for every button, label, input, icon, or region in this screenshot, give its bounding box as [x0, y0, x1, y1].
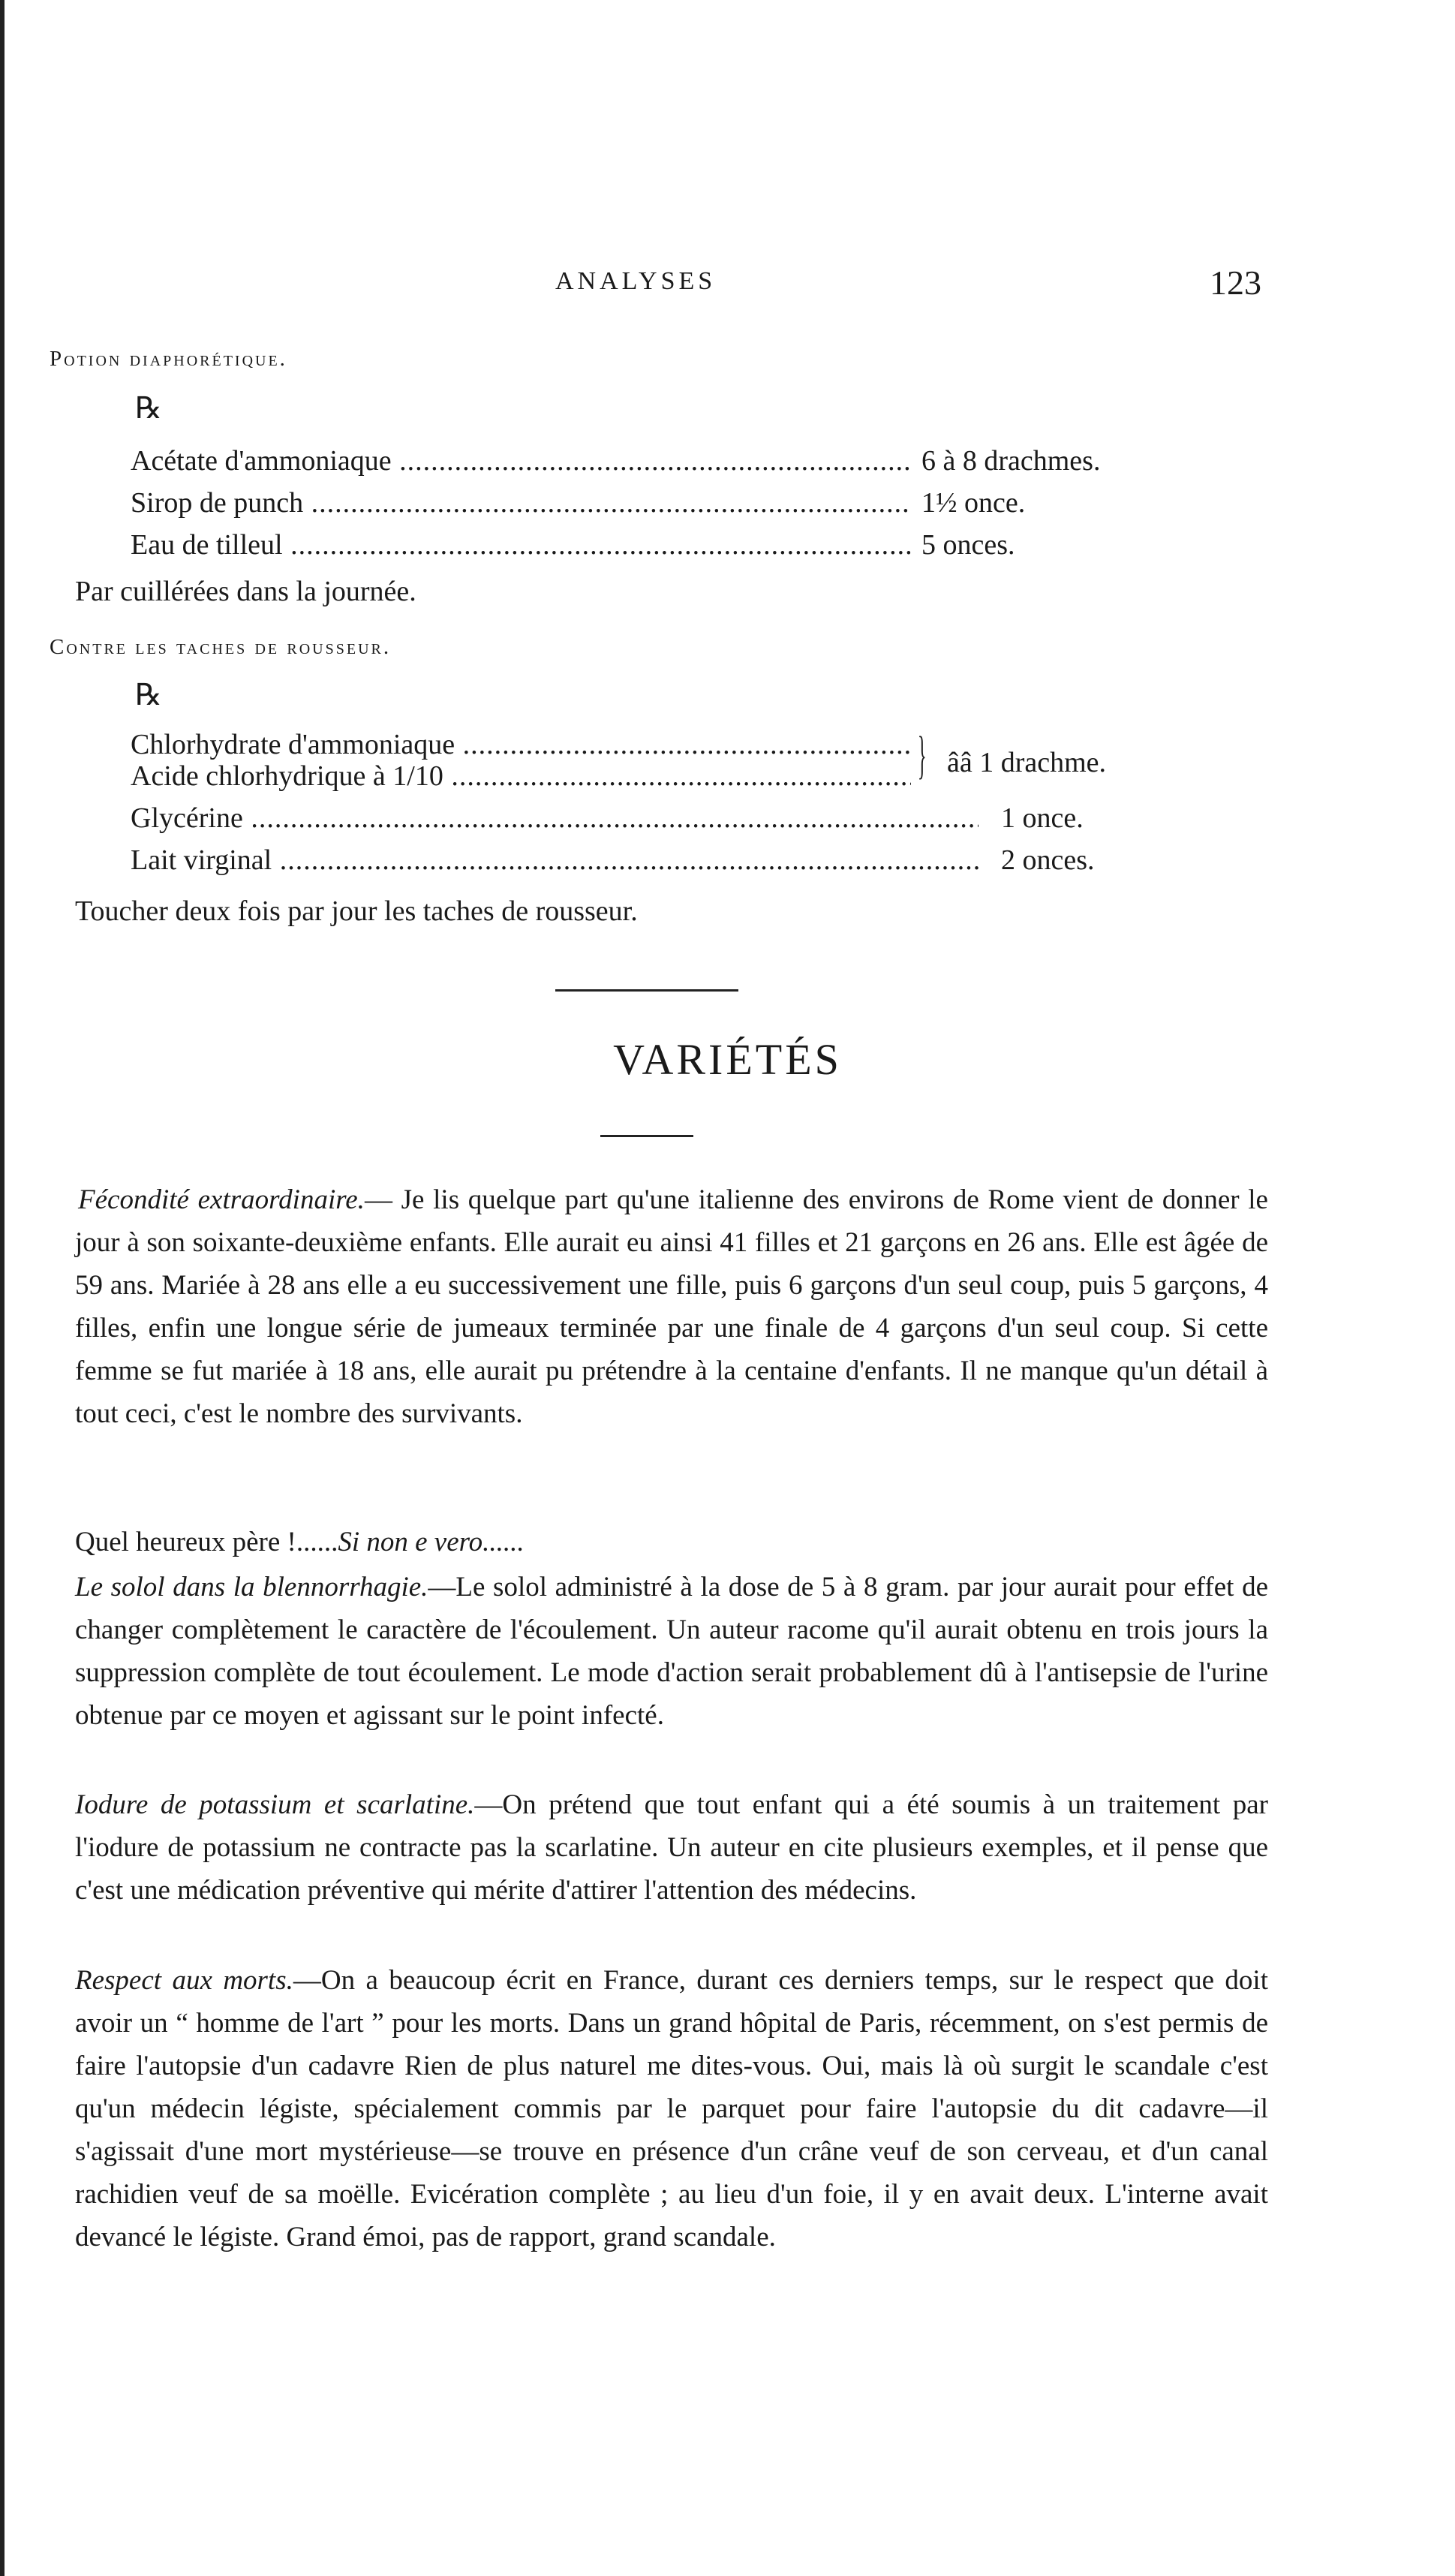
running-head: ANALYSES — [555, 267, 717, 295]
article-title: Iodure de potassium et scarlatine. — [75, 1789, 475, 1820]
recipe-ingredient: Glycérine ..... — [131, 802, 979, 835]
recipe-quantity: 6 à 8 drachmes. — [921, 445, 1101, 477]
recipe-instruction: Par cuillérées dans la journée. — [75, 576, 416, 607]
variete-article — [75, 1783, 1268, 1912]
article-body: —On prétend que tout enfant qui a été soumis à un traitement par l'iodure de potassium ne contracte pas la scarlatine. Un auteur en cite plusieurs exemples, et il pense que c'est une médication préventive qui mérite d'attirer l'attention des médecins. — [75, 1789, 1268, 1906]
recipe-ingredient: Acide chlorhydrique à 1/10 ..... — [131, 760, 911, 793]
article-italic-quote: Si non e vero...... — [338, 1527, 525, 1557]
recipe-heading-potion: Potion diaphorétique. — [50, 347, 287, 371]
recipe-quantity: ââ 1 drachme. — [947, 747, 1107, 778]
article-title: Respect aux morts. — [75, 1965, 293, 1996]
recipe-ingredient: Chlorhydrate d'ammoniaque ..... — [131, 728, 911, 761]
recipe-instruction: Toucher deux fois par jour les taches de rousseur. — [75, 895, 638, 927]
recipe-ingredient: Lait virginal ..... — [131, 844, 979, 877]
variete-article — [75, 1521, 1268, 1563]
article-body: — Je lis quelque part qu'une italienne des environs de Rome vient de donner le jour à son soixante-deuxième enfants. Elle aurait eu ainsi 41 filles et 21 garçons en 26 ans. Elle est âgée de 59 ans. Mariée à 28 ans elle a eu successivement une fille, puis 6 garçons d'un seul coup, puis 5 garçons, 4 filles, enfin une longue série de jumeaux terminée par une finale de 4 garçons d'un seul coup. Si cette femme se fut mariée à 18 ans, elle aurait pu prétendre à la centaine d'enfants. Il ne manque qu'un détail à tout ceci, c'est le nombre des survivants. — [75, 1184, 1268, 1429]
recipe-symbol: ℞ — [135, 678, 162, 712]
recipe-quantity: 1½ once. — [921, 487, 1026, 519]
section-title: VARIÉTÉS — [613, 1035, 842, 1084]
variete-article — [75, 1566, 1268, 1737]
recipe-ingredient: Acétate d'ammoniaque ..... — [131, 444, 911, 477]
article-title: Le solol dans la blennorrhagie. — [75, 1572, 428, 1602]
page-header — [0, 263, 1455, 312]
article-body: —On a beaucoup écrit en France, durant ces derniers temps, sur le respect que doit avoir un “ homme de l'art ” pour les morts. Dans un grand hôpital de Paris, récemment, on s'est permis de faire l'autopsie d'un cadavre Rien de plus naturel me dites-vous. Oui, mais là où surgit le scandale c'est qu'un médecin légiste, spécialement commis par le parquet pour faire l'autopsie du dit cadavre—il s'agissait d'une mort mystérieuse—se trouve en présence d'un crâne veuf de son cerveau, et d'un canal rachidien veuf de sa moëlle. Evicération complète ; au lieu d'un foie, il y en avait deux. L'interne avait devancé le légiste. Grand émoi, pas de rapport, grand scandale. — [75, 1965, 1268, 2252]
recipe-heading-taches: Contre les taches de rousseur. — [50, 635, 392, 659]
page-number: 123 — [1210, 263, 1261, 302]
recipe-ingredient: Eau de tilleul ..... — [131, 528, 911, 561]
recipe-ingredient: Sirop de punch ..... — [131, 486, 911, 519]
article-title: Fécondité extraordinaire. — [78, 1184, 365, 1215]
section-rule-top — [555, 989, 738, 992]
variete-article — [75, 1178, 1268, 1435]
recipe-brace: } — [917, 727, 927, 784]
recipe-symbol: ℞ — [135, 391, 162, 425]
recipe-quantity: 5 onces. — [921, 529, 1015, 561]
recipe-quantity: 2 onces. — [1001, 844, 1095, 876]
section-rule-bottom — [600, 1135, 693, 1137]
variete-article — [75, 1959, 1268, 2259]
article-body: Quel heureux père !...... — [75, 1527, 338, 1557]
page-edge-rule — [0, 0, 5, 2576]
recipe-quantity: 1 once. — [1001, 802, 1084, 834]
article-body: —Le solol administré à la dose de 5 à 8 gram. par jour aurait pour effet de changer complètement le caractère de l'écoulement. Un auteur racome qu'il aurait obtenu en trois jours la suppression complète de tout écoulement. Le mode d'action serait probablement dû à l'antisepsie de l'urine obtenue par ce moyen et agissant sur le point infecté. — [75, 1572, 1268, 1731]
